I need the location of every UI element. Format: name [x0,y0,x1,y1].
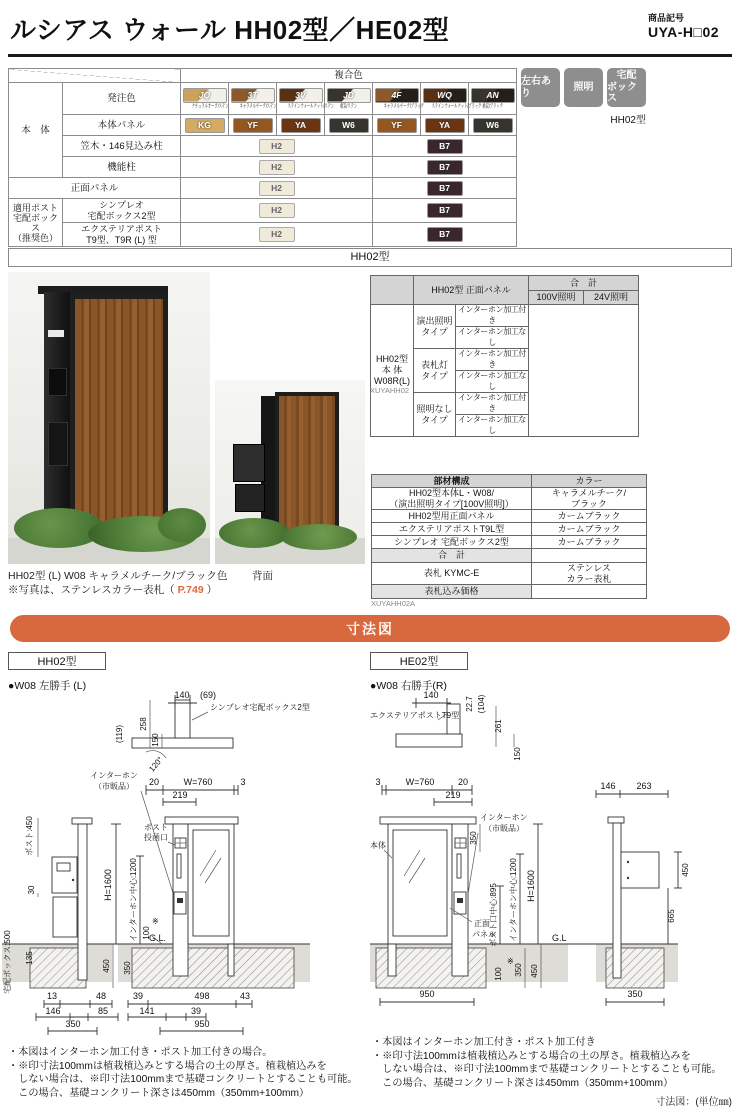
dim-label: 450 [681,863,690,877]
parts-row-name: HH02型本体L・W08/ （演出照明タイプ[100V照明]） [372,488,532,510]
parts-row-price: 表札込み価格 [372,585,532,599]
dim-label: H=1600 [526,870,536,902]
dim-label: 22.7 [465,696,474,712]
dim-label: 261 [494,719,503,733]
photo-note: ※写真は、ステンレスカラー表札（ P.749 ） [8,584,218,596]
he02-variant-label: ●W08 右勝手(R) [370,680,447,692]
dim-label: 450 [530,964,539,978]
dim-label: ポスト口中心:895 [489,883,498,947]
intercom-unit [48,368,67,396]
dim-label: 263 [636,781,652,791]
spec-body-label: HH02型 本 体 W08R(L) [371,305,414,437]
part-label: 正面 [474,919,490,928]
dim-label: 20 [148,777,160,787]
parts-row-color: カームブラック [532,523,647,536]
spec-opt: インターホン加工なし [456,327,529,349]
parts-row-total: 合 計 [372,549,532,563]
dim-label: 146 [45,1006,61,1016]
spec-opt: インターホン加工付き [456,305,529,327]
dim-label: 43 [239,991,251,1001]
dim-label: 140 [174,690,190,700]
dim-label: 498 [194,991,210,1001]
color-swatch-b7: B7 [427,139,463,154]
color-swatch-b7: B7 [427,181,463,196]
color-swatch: KG [185,118,225,133]
part-label: （市販品） [484,824,524,833]
dim-label: W=760 [183,777,213,787]
dim-label: インターホン中心:1200 [129,858,138,942]
dim-label: 48 [95,991,107,1001]
dim-label: 350 [514,963,523,977]
parts-header-name: 部材構成 [372,475,532,488]
page-title: ルシアス ウォール HH02型／HE02型 [10,15,450,45]
dim-label: 120° [147,755,165,774]
dim-label: 350 [65,1019,81,1029]
spec-sub-24v: 24V照明 [584,291,639,305]
part-label: エクステリアポストT9型 [370,711,460,720]
product-code-label: 商品記号 [648,13,685,23]
row-label-body-panel: 本体パネル [63,115,181,136]
part-label: インターホン [480,813,528,822]
color-swatch: JQ [183,88,227,103]
part-label: 本体 [370,841,386,850]
parts-row-name: 表札 KYMC-E [372,563,532,585]
row-label-exterior-post: エクステリアポスト T9型、T9R (L) 型 [63,223,181,247]
nameplate [48,330,64,337]
dim-label: 3 [240,777,246,787]
color-swatch-b7: B7 [427,160,463,175]
part-label: 投函口 [144,833,168,842]
row-label-function-post: 機能柱 [63,157,181,178]
wood-panel-rear [275,392,339,546]
parts-row-name: エクステリアポストT9L型 [372,523,532,536]
parts-header-color: カラー [532,475,647,488]
header-divider [8,54,732,57]
delivery-box-rear [233,444,265,482]
page-reference-link[interactable]: P.749 [177,584,204,596]
parts-row-color [532,549,647,563]
dim-label: 100 [142,926,151,940]
dim-label: W=760 [405,777,435,787]
spec-sub-100v: 100V照明 [529,291,584,305]
color-swatch: W6 [329,118,369,133]
parts-row-name: HH02型用正面パネル [372,510,532,523]
notes-hh02: ・本図はインターホン加工付き・ポスト加工付きの場合。 ・※印寸法100mmは植栽植込みとする場合の土の厚さ。植栽植込みを しない場合は、※印寸法100mmまで基礎コンクリートとすることも可能。 この場合、基礎コンクリート深さは450mm（350mm+100mm） [8,1047,358,1099]
dim-label: ※ [507,957,514,966]
badge-model-label: HH02型 [610,115,646,126]
part-label: パネル [472,930,496,939]
spec-opt: インターホン加工なし [456,371,529,393]
dim-label: (69) [200,690,217,700]
dim-label: 219 [445,790,461,800]
spec-opt: インターホン加工付き [456,349,529,371]
he02-dimension-drawing [368,690,740,1042]
color-swatch: AN [471,88,515,103]
dim-label: 219 [172,790,188,800]
parts-row-color: カームブラック [532,536,647,549]
product-photo-front [8,272,210,564]
photo-caption-rear: 背面 [252,570,273,582]
parts-row-color: カームブラック [532,510,647,523]
plant-foliage [281,524,357,550]
photo-caption: HH02型 (L) W08 キャラメルチーク/ブラック色 [8,570,228,582]
color-swatch-h2: H2 [259,160,295,175]
gl-label: G.L [552,933,567,943]
row-group-body: 本 体 [9,83,63,178]
dim-label: 146 [600,781,616,791]
dim-label: 950 [419,989,435,999]
hh02-variant-label: ●W08 左勝手 (L) [8,680,87,692]
color-swatch-b7: B7 [427,203,463,218]
parts-row-color: キャラメルチーク/ ブラック [532,488,647,510]
dim-label: 20 [457,777,469,787]
parts-table [371,474,647,599]
row-group-post: 適用ポスト 宅配ボックス （推奨色） [9,199,63,247]
table-code: XUYAHH02A [371,599,416,608]
dim-label: 665 [667,909,676,923]
color-swatch: YA [425,118,465,133]
dim-label: インターホン中心:1200 [509,858,518,942]
section-bar-hh02: HH02型 [8,248,732,267]
he02-model-box: HE02型 [370,652,468,670]
dim-label: 450 [102,959,111,973]
dim-label: 39 [190,1006,202,1016]
dim-label: 85 [97,1006,109,1016]
dim-label: 258 [139,717,148,731]
spec-type-nolight: 照明なし タイプ [414,393,456,437]
plant-foliage [219,518,289,548]
notes-he02: ・本図はインターホン加工付き・ポスト加工付き ・※印寸法100mmは植栽植込みとする場合の土の厚さ。植栽植込みを しない場合は、※印寸法100mmまで基礎コンクリートとすることも可能。 この場合、基礎コンクリート深さは450mm（350mm+100mm） [372,1037,722,1089]
color-swatch-h2: H2 [259,139,295,154]
color-swatch-b7: B7 [427,227,463,242]
dim-label: 30 [27,885,36,895]
color-swatch: 3T [231,88,275,103]
feature-badges [521,68,646,107]
color-spec-table: 複合色 本 体 発注色 JQ ナチュラルオーク/ステン 3T キャラメルチーク/ステン 3V ステインウォールナット/ステン JD 桑炭/ステン 4F キャラメルチーク/ブラック WQ ステインウォールナット/ブラック AN 桑炭/ブラック 本体パネル KG YF YA W6 YF YA W6 笠木・146見込み柱 H2 B7 機能柱 H2 B7 正面パネル H2 B7 適用ポスト 宅配ボックス （推奨色） シンプレオ 宅配ボックス2型 H2 B7 エクステリアポスト T9型、T9R (L) 型 H2 B7 [8,68,517,247]
composite-color-header: 複合色 [181,69,517,83]
row-label-order-color: 発注色 [63,83,181,115]
dim-label: 140 [423,690,439,700]
spec-price-area [529,305,639,437]
product-code-block [648,11,734,40]
dim-label: H=1600 [103,869,113,901]
dim-label: 350 [123,961,132,975]
dim-label: ※ [152,917,159,926]
row-label-kasagi: 笠木・146見込み柱 [63,136,181,157]
spec-type-lighting: 演出照明 タイプ [414,305,456,349]
table-corner [9,69,181,83]
dim-label: 3 [375,777,381,787]
section-bar-dimensions: 寸法図 [10,615,730,642]
dim-label: 宅配ボックス:500 [3,930,12,994]
color-swatch: WQ [423,88,467,103]
parts-row-color: ステンレス カラー表札 [532,563,647,585]
hh02-model-box: HH02型 [8,652,106,670]
hh02-dimension-drawing [0,690,368,1042]
color-swatch-h2: H2 [259,203,295,218]
spec-total-header: 合 計 [529,276,639,291]
gl-label: G.L. [148,933,166,943]
badge-lighting: 照明 [564,68,603,107]
row-label-simpleo: シンプレオ 宅配ボックス2型 [63,199,181,223]
part-label: （市販品） [94,782,134,791]
color-swatch: 3V [279,88,323,103]
color-swatch: 4F [375,88,419,103]
color-swatch: YF [377,118,417,133]
dim-label: 141 [139,1006,155,1016]
dim-label: 135 [25,951,34,965]
badge-left-right: 左右あり [521,68,560,107]
spec-opt: インターホン加工付き [456,393,529,415]
dim-label: 13 [46,991,58,1001]
spec-opt: インターホン加工なし [456,415,529,437]
price-spec-table [370,275,639,437]
spec-panel-header: HH02型 正面パネル [414,276,529,305]
product-code: UYA-H□02 [648,24,720,40]
row-label-front-panel: 正面パネル [9,178,181,199]
table-code: XUYAHH02 [370,386,410,395]
dim-label: (104) [477,694,486,714]
color-swatch-h2: H2 [259,227,295,242]
dim-label: 100 [494,967,503,981]
wood-panel [70,294,168,542]
dim-label: 950 [194,1019,210,1029]
parts-row-name: シンプレオ 宅配ボックス2型 [372,536,532,549]
color-swatch: JD [327,88,371,103]
plant-foliage [158,508,206,542]
color-swatch: YF [233,118,273,133]
part-label: シンプレオ宅配ボックス2型 [210,703,310,712]
spec-corner [371,276,414,305]
badge-delivery-box: 宅配 ボックス [607,68,646,107]
dim-label: 39 [132,991,144,1001]
dim-label: 150 [151,733,160,747]
dim-label: (119) [115,724,124,744]
product-photo-rear [215,380,365,564]
unit-note: 寸法図：(単位㎜) [655,1097,732,1108]
part-label: ポスト [144,823,168,832]
color-swatch-h2: H2 [259,181,295,196]
dim-label: 350 [627,989,643,999]
post-box-rear [235,484,265,512]
function-column [44,292,70,532]
part-label: インターホン [90,771,138,780]
spec-type-namelight: 表札灯 タイプ [414,349,456,393]
post-door [48,422,68,466]
color-swatch: W6 [473,118,513,133]
dim-label: 350 [469,831,478,845]
dim-label: 150 [513,747,522,761]
dim-label: ポスト:450 [25,816,34,856]
color-swatch: YA [281,118,321,133]
parts-row-color [532,585,647,599]
